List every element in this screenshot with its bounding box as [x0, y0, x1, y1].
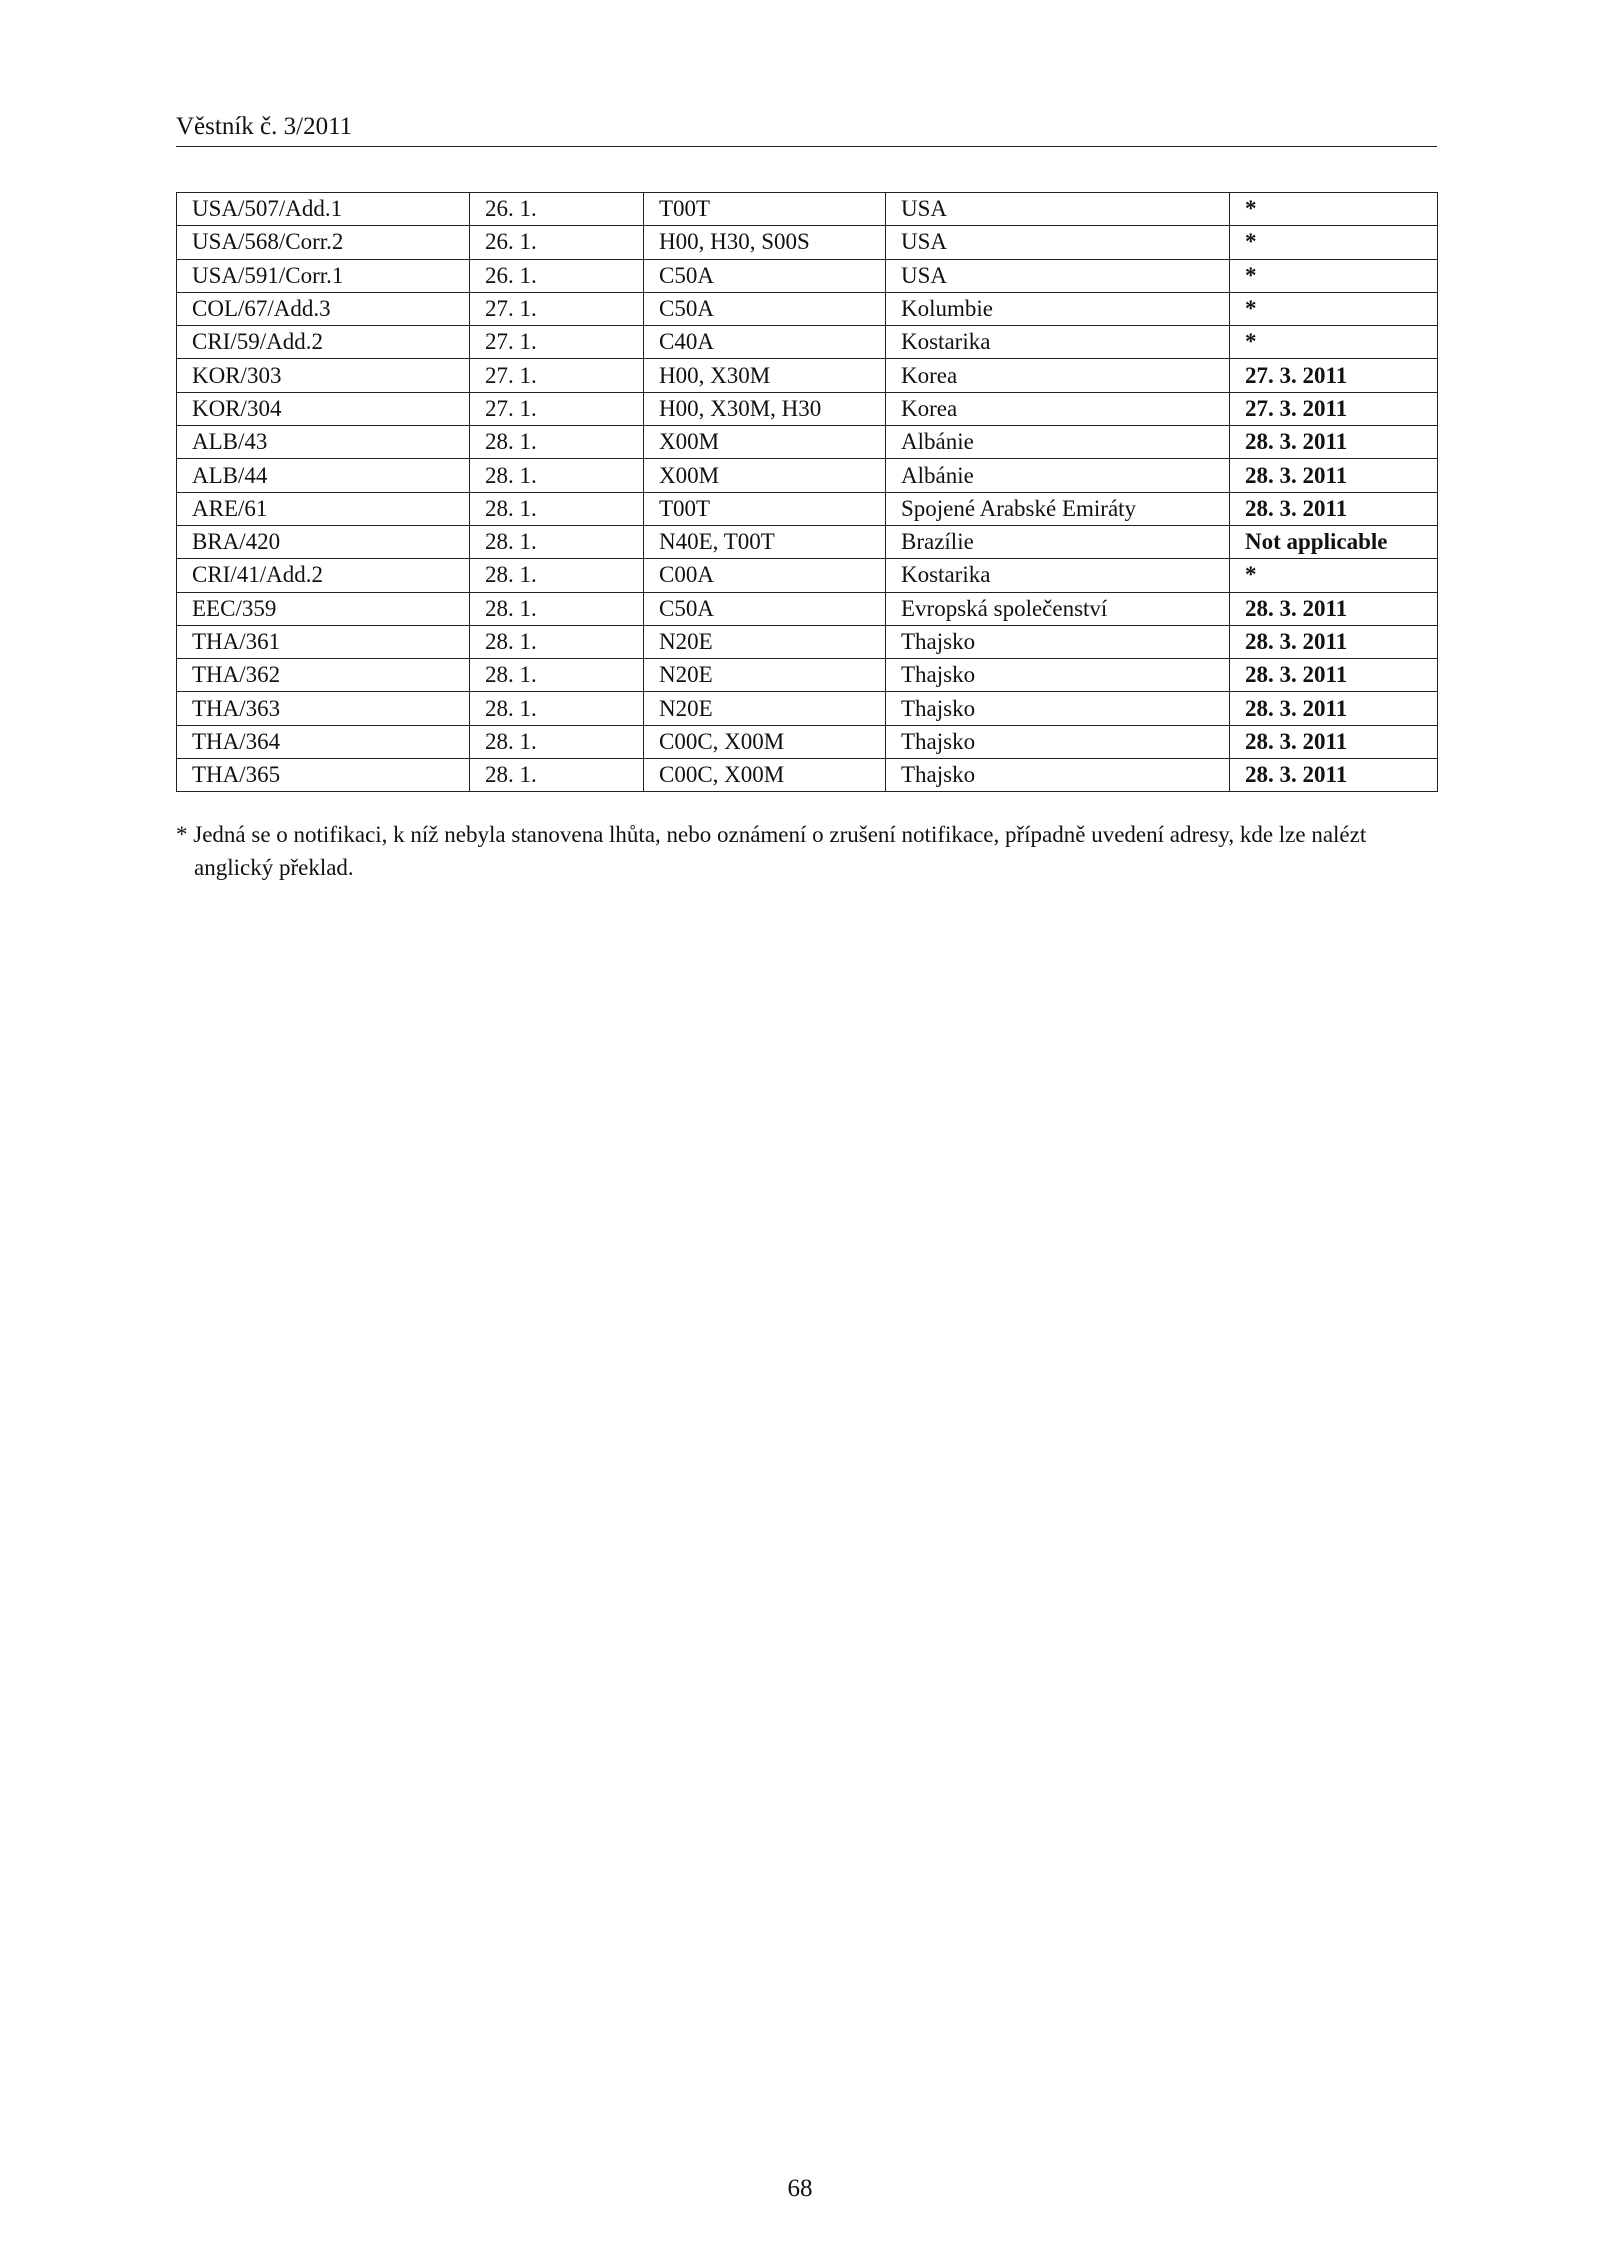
table-row — [177, 259, 1438, 292]
notification-date-cell: 28. 1. — [470, 525, 644, 558]
country-cell: USA — [886, 193, 1230, 226]
comment-deadline-cell: 28. 3. 2011 — [1230, 725, 1438, 758]
notification-date-cell: 28. 1. — [470, 725, 644, 758]
table-row — [177, 659, 1438, 692]
comment-deadline-cell: * — [1230, 226, 1438, 259]
footnote-line-1: * Jedná se o notifikaci, k níž nebyla stanovena lhůta, nebo oznámení o zrušení notifikace, případně uvedení adresy, kde lze nalézt — [176, 822, 1367, 847]
notification-symbol-cell: CRI/59/Add.2 — [177, 326, 470, 359]
notification-symbol-cell: USA/568/Corr.2 — [177, 226, 470, 259]
product-codes-cell: X00M — [644, 426, 886, 459]
notification-symbol-cell: THA/364 — [177, 725, 470, 758]
table-row — [177, 725, 1438, 758]
notification-date-cell: 28. 1. — [470, 659, 644, 692]
table-row — [177, 292, 1438, 325]
notification-date-cell: 26. 1. — [470, 226, 644, 259]
product-codes-cell: C00C, X00M — [644, 759, 886, 792]
notification-symbol-cell: CRI/41/Add.2 — [177, 559, 470, 592]
country-cell: Albánie — [886, 459, 1230, 492]
table-row — [177, 692, 1438, 725]
notification-date-cell: 28. 1. — [470, 625, 644, 658]
comment-deadline-cell: 28. 3. 2011 — [1230, 426, 1438, 459]
table-row — [177, 459, 1438, 492]
notifications-table — [176, 192, 1438, 792]
product-codes-cell: C50A — [644, 592, 886, 625]
country-cell: Thajsko — [886, 725, 1230, 758]
product-codes-cell: C50A — [644, 259, 886, 292]
comment-deadline-cell: * — [1230, 326, 1438, 359]
notification-date-cell: 28. 1. — [470, 426, 644, 459]
notification-symbol-cell: THA/362 — [177, 659, 470, 692]
notification-date-cell: 27. 1. — [470, 326, 644, 359]
comment-deadline-cell: * — [1230, 259, 1438, 292]
country-cell: Thajsko — [886, 659, 1230, 692]
page-header — [176, 112, 1437, 147]
notification-symbol-cell: THA/365 — [177, 759, 470, 792]
product-codes-cell: H00, H30, S00S — [644, 226, 886, 259]
table-row — [177, 759, 1438, 792]
country-cell: Thajsko — [886, 759, 1230, 792]
country-cell: Kostarika — [886, 559, 1230, 592]
table-row — [177, 226, 1438, 259]
notification-date-cell: 28. 1. — [470, 692, 644, 725]
comment-deadline-cell: 28. 3. 2011 — [1230, 459, 1438, 492]
product-codes-cell: C00C, X00M — [644, 725, 886, 758]
table-row — [177, 492, 1438, 525]
product-codes-cell: N20E — [644, 659, 886, 692]
comment-deadline-cell: 28. 3. 2011 — [1230, 625, 1438, 658]
notification-symbol-cell: KOR/304 — [177, 392, 470, 425]
country-cell: Korea — [886, 359, 1230, 392]
comment-deadline-cell: * — [1230, 292, 1438, 325]
country-cell: Brazílie — [886, 525, 1230, 558]
product-codes-cell: H00, X30M — [644, 359, 886, 392]
table-row — [177, 326, 1438, 359]
table-row — [177, 625, 1438, 658]
notification-date-cell: 28. 1. — [470, 592, 644, 625]
product-codes-cell: C40A — [644, 326, 886, 359]
comment-deadline-cell: 27. 3. 2011 — [1230, 359, 1438, 392]
country-cell: Evropská společenství — [886, 592, 1230, 625]
notification-symbol-cell: USA/591/Corr.1 — [177, 259, 470, 292]
notification-date-cell: 28. 1. — [470, 559, 644, 592]
product-codes-cell: T00T — [644, 193, 886, 226]
page-number: 68 — [787, 2175, 813, 2202]
comment-deadline-cell: 28. 3. 2011 — [1230, 492, 1438, 525]
product-codes-cell: C50A — [644, 292, 886, 325]
comment-deadline-cell: * — [1230, 559, 1438, 592]
table-row — [177, 592, 1438, 625]
footnote — [176, 818, 1441, 884]
notification-symbol-cell: USA/507/Add.1 — [177, 193, 470, 226]
notification-symbol-cell: BRA/420 — [177, 525, 470, 558]
country-cell: Spojené Arabské Emiráty — [886, 492, 1230, 525]
notification-symbol-cell: COL/67/Add.3 — [177, 292, 470, 325]
country-cell: Kostarika — [886, 326, 1230, 359]
table-row — [177, 426, 1438, 459]
notification-symbol-cell: KOR/303 — [177, 359, 470, 392]
notification-symbol-cell: ALB/44 — [177, 459, 470, 492]
country-cell: Albánie — [886, 426, 1230, 459]
country-cell: Kolumbie — [886, 292, 1230, 325]
comment-deadline-cell: 28. 3. 2011 — [1230, 659, 1438, 692]
table-row — [177, 193, 1438, 226]
notification-symbol-cell: EEC/359 — [177, 592, 470, 625]
product-codes-cell: X00M — [644, 459, 886, 492]
country-cell: Thajsko — [886, 692, 1230, 725]
country-cell: USA — [886, 226, 1230, 259]
country-cell: Korea — [886, 392, 1230, 425]
comment-deadline-cell: 27. 3. 2011 — [1230, 392, 1438, 425]
product-codes-cell: N40E, T00T — [644, 525, 886, 558]
product-codes-cell: N20E — [644, 692, 886, 725]
notification-symbol-cell: THA/363 — [177, 692, 470, 725]
product-codes-cell: C00A — [644, 559, 886, 592]
notification-date-cell: 28. 1. — [470, 759, 644, 792]
country-cell: Thajsko — [886, 625, 1230, 658]
comment-deadline-cell: Not applicable — [1230, 525, 1438, 558]
product-codes-cell: N20E — [644, 625, 886, 658]
country-cell: USA — [886, 259, 1230, 292]
table-row — [177, 525, 1438, 558]
comment-deadline-cell: 28. 3. 2011 — [1230, 692, 1438, 725]
table-row — [177, 559, 1438, 592]
notification-date-cell: 28. 1. — [470, 459, 644, 492]
notifications-table-body — [177, 193, 1438, 792]
notification-date-cell: 27. 1. — [470, 359, 644, 392]
notification-date-cell: 26. 1. — [470, 193, 644, 226]
notification-symbol-cell: ARE/61 — [177, 492, 470, 525]
product-codes-cell: T00T — [644, 492, 886, 525]
notification-date-cell: 26. 1. — [470, 259, 644, 292]
comment-deadline-cell: 28. 3. 2011 — [1230, 759, 1438, 792]
comment-deadline-cell: * — [1230, 193, 1438, 226]
notification-date-cell: 27. 1. — [470, 392, 644, 425]
comment-deadline-cell: 28. 3. 2011 — [1230, 592, 1438, 625]
product-codes-cell: H00, X30M, H30 — [644, 392, 886, 425]
notification-symbol-cell: THA/361 — [177, 625, 470, 658]
bulletin-title: Věstník č. 3/2011 — [176, 113, 353, 140]
notification-date-cell: 28. 1. — [470, 492, 644, 525]
table-row — [177, 359, 1438, 392]
notification-symbol-cell: ALB/43 — [177, 426, 470, 459]
notification-date-cell: 27. 1. — [470, 292, 644, 325]
table-row — [177, 392, 1438, 425]
footnote-line-2: anglický překlad. — [194, 855, 354, 880]
